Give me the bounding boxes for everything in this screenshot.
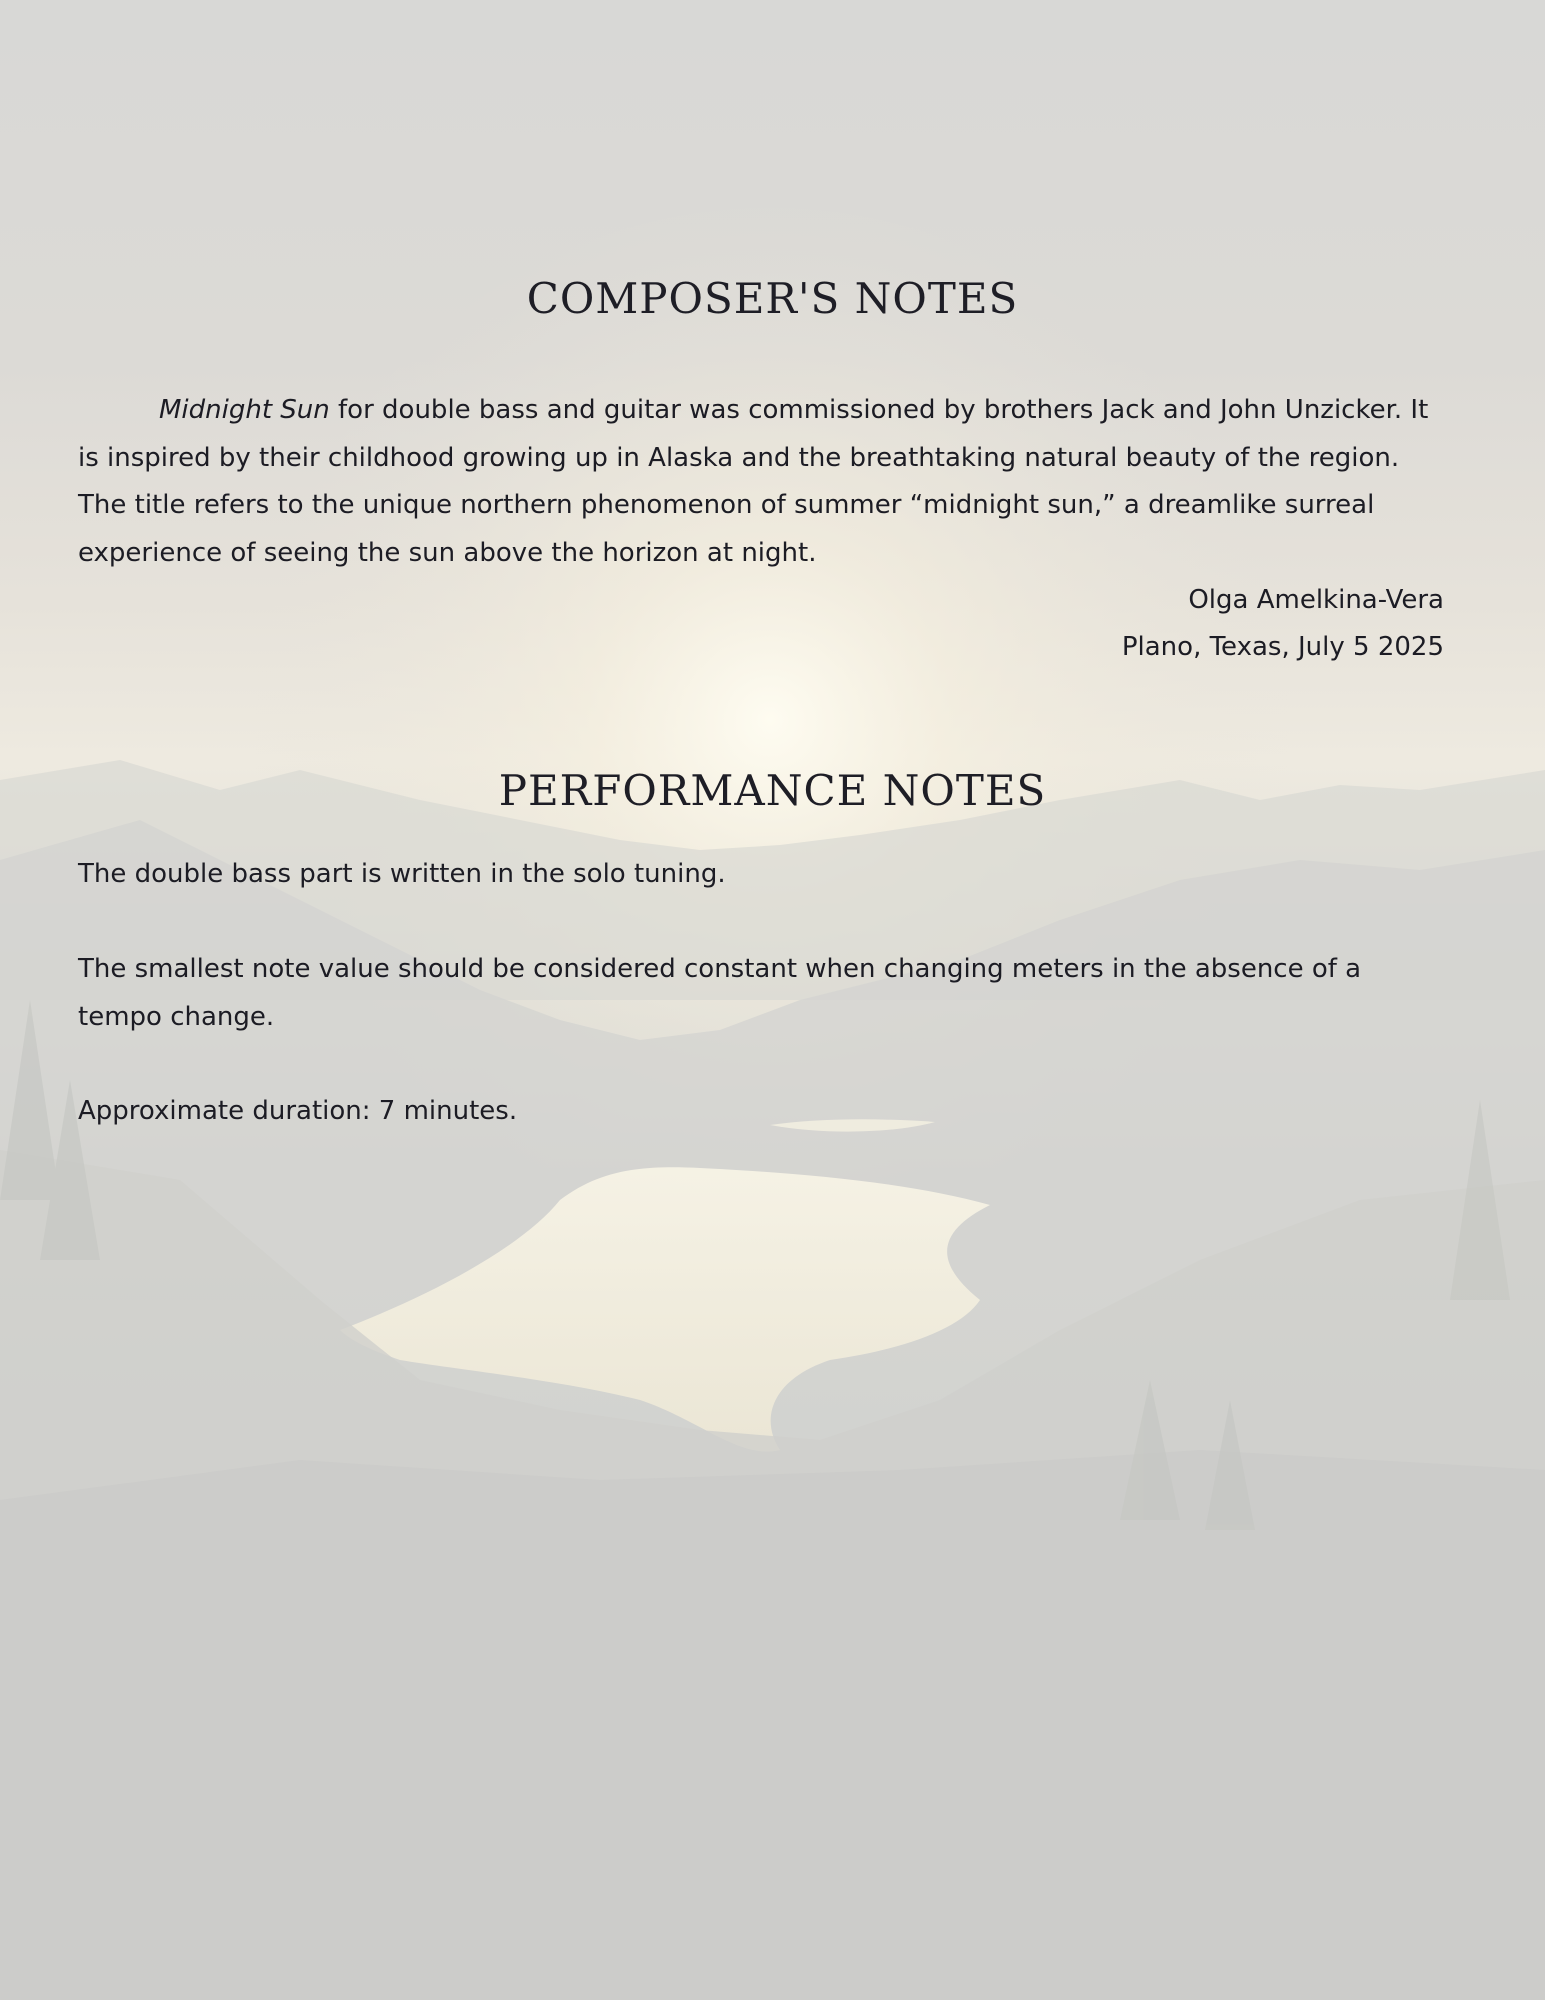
performance-note-tuning: The double bass part is written in the solo tuning.	[78, 859, 726, 889]
composers-notes-text: for double bass and guitar was commissioned by brothers Jack and John Unzicker. It is inspired by their childhood growing up in Alaska and the breathtaking natural beauty of the region. The title refers to the unique northern phenomenon of summer “midnight sun,” a dreamlike surreal experience of seeing the sun above the horizon at night.	[78, 395, 1429, 568]
composer-signature-place-date: Plano, Texas, July 5 2025	[1121, 632, 1444, 662]
performance-notes-heading: PERFORMANCE NOTES	[498, 766, 1047, 815]
composers-notes-heading: COMPOSER'S NOTES	[526, 274, 1019, 323]
performance-note-meter: The smallest note value should be considered constant when changing meters in the absence of a tempo change.	[78, 954, 1362, 1032]
piece-title: Midnight Sun	[159, 395, 330, 425]
performance-note-duration: Approximate duration: 7 minutes.	[78, 1096, 518, 1126]
composer-signature-name: Olga Amelkina-Vera	[1188, 585, 1444, 615]
composers-notes-paragraph	[78, 387, 1446, 577]
